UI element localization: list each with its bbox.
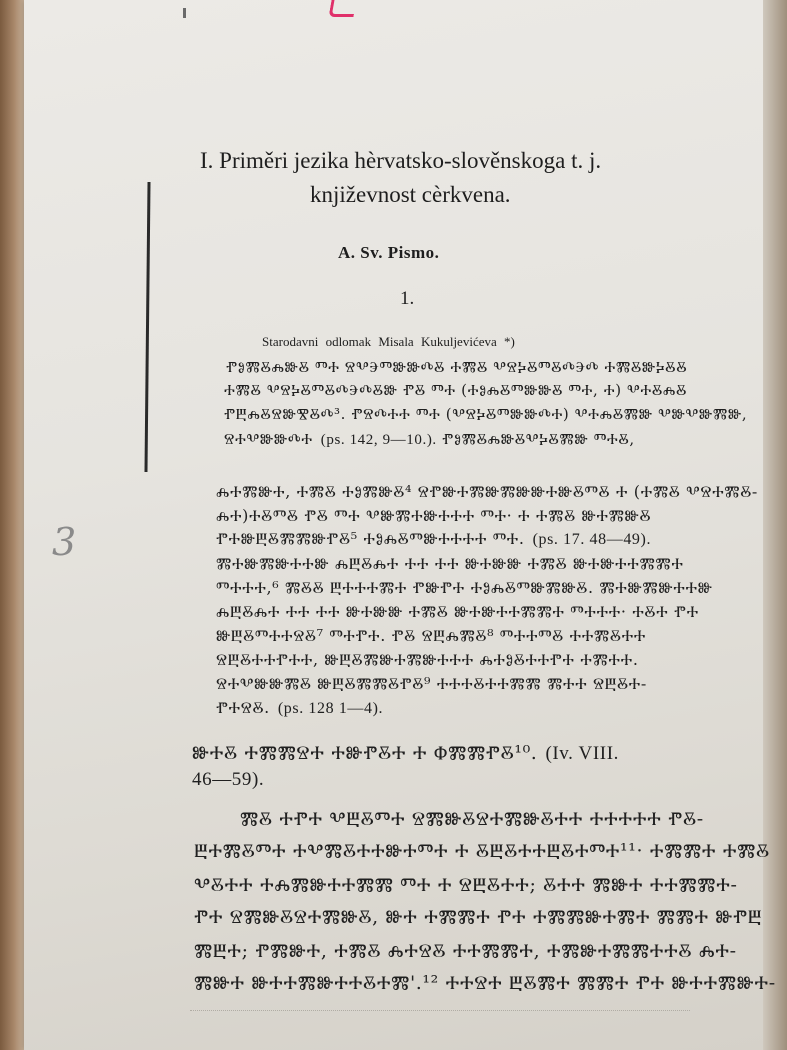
glagolitic-line	[216, 626, 646, 646]
glagolitic-text: ⰏⰖⰀ ⰖⰀⰀⰏⰖⰀⰀⰋⰀⰏ'.¹² ⰀⰀⰔⰀ ⰁⰋⰏⰀ ⰏⰏⰀ ⰒⰀ ⰖⰀⰀⰏⰖⰀ-	[194, 972, 776, 994]
glagolitic-line	[194, 972, 776, 994]
red-ink-mark	[329, 0, 357, 17]
glagolitic-line	[192, 742, 619, 765]
item-number: 1.	[400, 288, 415, 309]
glagolitic-line	[194, 874, 738, 896]
glagolitic-line	[216, 602, 699, 622]
glagolitic-text: ⰏⰋ ⰀⰒⰀ ⰂⰁⰋⰕⰀ ⰔⰏⰖⰋⰔⰀⰏⰖⰋⰀⰀ ⰀⰀⰀⰀⰀ ⰒⰋ-	[240, 808, 704, 830]
glagolitic-text: ⰏⰀⰖⰏⰖⰀⰀⰖ ⰎⰁⰋⰎⰀ ⰀⰀ ⰀⰀ ⰖⰀⰖⰖ ⰀⰏⰋ ⰖⰀⰖⰀⰀⰏⰏⰀ	[216, 554, 684, 573]
glagolitic-text: ⰔⰀⰂⰖⰖⰏⰋ ⰖⰁⰋⰏⰏⰋⰒⰋ⁹ ⰀⰀⰀⰋⰀⰀⰏⰏ ⰏⰀⰀ ⰔⰁⰋⰀ-	[216, 674, 647, 693]
glagolitic-text: ⰔⰁⰋⰀⰀⰒⰀⰀ, ⰖⰁⰋⰏⰖⰀⰏⰖⰀⰀⰀ ⰎⰀⰑⰋⰀⰀⰒⰀ ⰀⰏⰀⰀ.	[216, 650, 639, 669]
glagolitic-text: ⰖⰀⰋ ⰀⰏⰏⰔⰀ ⰀⰖⰒⰋⰀ Ⰰ ⰗⰏⰏⰒⰋ¹⁰.	[192, 742, 538, 764]
glagolitic-text: ⰒⰑⰏⰋⰎⰖⰋ ⰕⰀ ⰔⰂⰅⰕⰖⰖⰄⰋ ⰀⰏⰋ ⰂⰔⰍⰋⰕⰋⰄⰅⰄ ⰀⰏⰋⰖⰍⰋⰋ	[226, 358, 688, 376]
glagolitic-line	[216, 506, 651, 526]
glagolitic-text: ⰂⰋⰀⰀ ⰀⰎⰏⰖⰀⰀⰏⰏ ⰕⰀ Ⰰ ⰔⰁⰋⰀⰀ; ⰋⰀⰀ ⰏⰖⰀ ⰀⰀⰏⰏⰀ-	[194, 874, 738, 896]
latin-reference: 46—59).	[192, 769, 265, 790]
glagolitic-line	[224, 405, 747, 423]
caption: Starodavni odlomak Misala Kukuljevićeva *)	[262, 334, 515, 349]
page-edge	[763, 0, 787, 1050]
page-heading-line-2: književnost cèrkvena.	[310, 182, 511, 207]
glagolitic-text: ⰁⰀⰏⰋⰕⰀ ⰀⰂⰏⰋⰀⰀⰖⰀⰕⰀ Ⰰ ⰋⰁⰋⰀⰀⰁⰋⰀⰕⰀ¹¹· ⰀⰏⰏⰀ ⰀⰏⰋ	[194, 840, 770, 862]
bottom-rule	[190, 1010, 690, 1012]
pencil-annotation: 3	[52, 520, 77, 564]
glagolitic-text: ⰒⰁⰎⰋⰔⰖⰊⰋⰄ³. ⰒⰔⰄⰀⰀ ⰕⰀ (ⰂⰔⰍⰋⰕⰖⰖⰄⰀ) ⰂⰀⰎⰋⰏⰖ ⰂⰖⰂⰖⰏⰖ,	[224, 405, 748, 423]
glagolitic-text: ⰔⰀⰂⰖⰖⰄⰀ	[224, 430, 313, 448]
pin-mark	[183, 8, 186, 18]
glagolitic-text: ⰀⰏⰋ ⰂⰔⰍⰋⰕⰋⰄⰅⰄⰋⰖ ⰒⰋ ⰕⰀ (ⰀⰑⰎⰋⰕⰖⰖⰋ ⰕⰀ, Ⰰ) ⰂⰀⰋⰎⰋ	[224, 381, 687, 399]
glagolitic-text: ⰒⰀ ⰔⰏⰖⰋⰔⰀⰏⰖⰋ, ⰖⰀ ⰀⰏⰏⰀ ⰒⰀ ⰀⰏⰏⰖⰀⰏⰀ ⰏⰏⰀ ⰖⰒⰁ	[194, 906, 763, 928]
glagolitic-text: ⰎⰀ)ⰀⰋⰕⰋ ⰒⰋ ⰕⰀ ⰂⰖⰏⰀⰖⰀⰀⰀ ⰕⰀ· Ⰰ ⰀⰏⰋ ⰖⰀⰏⰖⰋ	[216, 506, 652, 525]
glagolitic-line	[216, 674, 647, 694]
glagolitic-text: ⰏⰁⰀ; ⰒⰏⰖⰀ, ⰀⰏⰋ ⰎⰀⰔⰋ ⰀⰀⰏⰏⰀ, ⰀⰏⰖⰀⰏⰏⰀⰀⰋ ⰎⰀ-	[194, 940, 737, 962]
glagolitic-text: ⰎⰁⰋⰎⰀ ⰀⰀ ⰀⰀ ⰖⰀⰖⰖ ⰀⰏⰋ ⰖⰀⰖⰀⰀⰏⰏⰀ ⰕⰀⰀⰀ· ⰀⰋⰀ ⰒⰀ	[216, 602, 699, 621]
glagolitic-line	[216, 698, 383, 718]
glagolitic-text: ⰖⰁⰋⰕⰀⰀⰔⰋ⁷ ⰕⰀⰒⰀ. ⰒⰋ ⰔⰁⰎⰏⰋ⁸ ⰕⰀⰀⰕⰋ ⰀⰀⰏⰋⰀⰀ	[216, 626, 646, 645]
glagolitic-line	[216, 578, 713, 598]
glagolitic-text: ⰎⰀⰏⰖⰀ, ⰀⰏⰋ ⰀⰑⰏⰖⰋ⁴ ⰔⰒⰖⰀⰏⰖⰏⰖⰖⰀⰖⰋⰕⰋ Ⰰ (ⰀⰏⰋ ⰂⰔⰀⰏⰋ-	[216, 482, 758, 501]
glagolitic-line	[226, 358, 687, 376]
glagolitic-line	[216, 529, 651, 549]
glagolitic-text: ⰕⰀⰀⰀ,⁶ ⰏⰋⰋ ⰁⰀⰀⰀⰏⰀ ⰒⰖⰒⰀ ⰀⰑⰎⰋⰕⰖⰏⰖⰋ. ⰏⰀⰖⰏⰖⰀⰀⰖ	[216, 578, 713, 597]
glagolitic-line	[194, 940, 737, 962]
glagolitic-line	[192, 768, 264, 791]
glagolitic-line	[194, 906, 762, 928]
glagolitic-line	[216, 554, 684, 574]
page-heading-line-1: I. Priměri jezika hèrvatsko-slověnskoga t. j.	[200, 148, 602, 173]
glagolitic-tail: ⰒⰑⰏⰋⰎⰖⰋⰂⰍⰋⰏⰖ ⰕⰀⰋ,	[436, 430, 635, 448]
latin-reference: (ps. 17. 48—49).	[532, 531, 652, 548]
glagolitic-text: ⰒⰀⰔⰋ.	[216, 698, 270, 717]
glagolitic-line	[224, 430, 635, 449]
glagolitic-line	[216, 482, 758, 502]
latin-reference: (ps. 142, 9—10.).	[320, 432, 437, 448]
glagolitic-line	[240, 808, 704, 830]
latin-reference: (Iv. VIII.	[545, 743, 619, 764]
glagolitic-line	[194, 840, 770, 862]
glagolitic-line	[216, 650, 639, 670]
section-title: A. Sv. Pismo.	[338, 243, 440, 262]
glagolitic-line	[224, 381, 687, 399]
latin-reference: (ps. 128 1—4).	[277, 700, 384, 717]
glagolitic-text: ⰒⰀⰖⰁⰋⰏⰏⰖⰒⰋ⁵ ⰀⰑⰎⰋⰕⰖⰀⰀⰀⰀ ⰕⰀ.	[216, 529, 525, 548]
